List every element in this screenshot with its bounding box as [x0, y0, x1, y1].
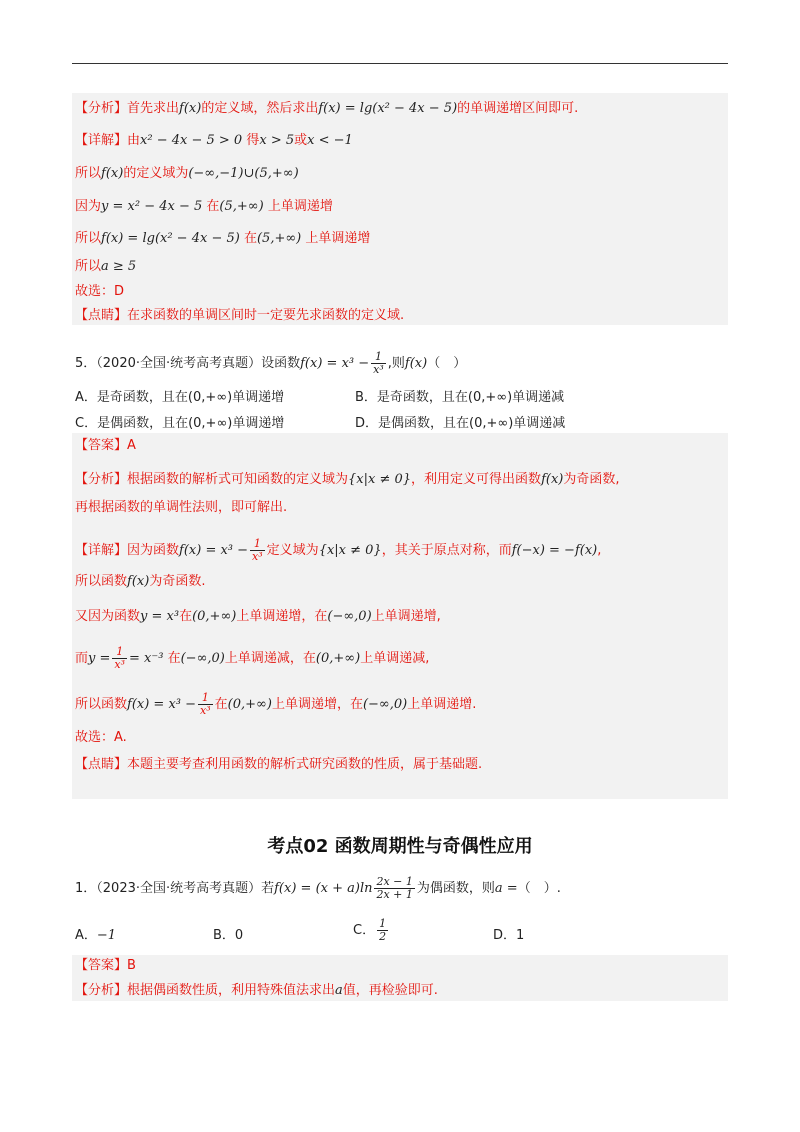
analysis-tag: 【分析】 — [75, 472, 128, 487]
option-label: A． — [75, 928, 97, 943]
text: 1．（2023·全国·统考高考真题）若 — [75, 881, 275, 896]
text: 上单调递增, — [371, 609, 441, 624]
frac-num: 1 — [250, 538, 265, 551]
text: 在 — [167, 651, 181, 666]
option-a — [75, 924, 116, 943]
math-expr: (5,+∞) — [219, 199, 264, 214]
domain-line — [75, 164, 299, 184]
text: 在 — [206, 199, 220, 214]
header-rule — [72, 63, 728, 64]
answer-line — [75, 436, 136, 456]
text: 又因为函数 — [75, 609, 141, 624]
math-expr: f(x) — [127, 574, 150, 589]
monotone-line-3 — [75, 692, 476, 717]
text: 5．（2020·全国·统考高考真题）设函数 — [75, 356, 301, 371]
text: 为奇函数. — [149, 574, 206, 589]
frac-num: 1 — [112, 646, 127, 659]
text: 上单调递增，在 — [236, 609, 328, 624]
text: （ ） — [427, 356, 467, 371]
math-expr: (0,+∞) — [227, 697, 272, 712]
comment-line — [75, 306, 404, 326]
option-d — [493, 924, 524, 943]
conclusion-line — [75, 257, 136, 277]
comment-line — [75, 755, 482, 775]
math-expr: a ≥ 5 — [101, 259, 137, 274]
option-b — [213, 924, 243, 943]
fraction — [112, 646, 127, 671]
option-label: C． — [353, 923, 376, 938]
math-expr: f(x) — [541, 472, 564, 487]
answer-line — [75, 956, 136, 976]
detail-line — [75, 538, 601, 563]
text: 的定义域为 — [123, 166, 189, 181]
math-expr: y = x² − 4x − 5 — [101, 199, 203, 214]
option-c — [353, 918, 390, 943]
math-expr: (−∞,0) — [180, 651, 225, 666]
odd-line — [75, 572, 205, 592]
answer-text: 【答案】B — [75, 958, 136, 973]
option-label: B． — [213, 928, 235, 943]
text: 因为 — [75, 199, 102, 214]
text: 的定义域，然后求出 — [201, 101, 319, 116]
text: 上单调递增，在 — [271, 697, 363, 712]
text: 为偶函数，则 — [416, 881, 495, 896]
text: 所以 — [75, 231, 102, 246]
text: ，其关于原点对称，而 — [381, 543, 512, 558]
text: 或 — [294, 133, 308, 148]
text: 所以函数 — [75, 574, 128, 589]
detail-tag: 【详解】 — [75, 133, 128, 148]
question-5-stem — [75, 351, 466, 376]
choice-text: 故选：D — [75, 284, 125, 299]
choice-line — [75, 728, 127, 748]
comment-tag: 【点睛】 — [75, 308, 128, 323]
text: 上单调递增 — [267, 199, 333, 214]
fraction — [250, 538, 265, 563]
text: （ ）. — [517, 881, 561, 896]
math-expr: f(x) — [101, 166, 124, 181]
frac-den: x³ — [114, 658, 126, 671]
math-expr: (−∞,0) — [362, 697, 408, 712]
text: 在 — [243, 231, 257, 246]
text: 根据偶函数性质，利用特殊值法求出 — [127, 983, 336, 998]
text: 为奇函数, — [563, 472, 620, 487]
option-d: D．是偶函数，且在(0,+∞)单调递减 — [355, 416, 566, 431]
math-expr: {x|x ≠ 0} — [348, 472, 412, 487]
math-expr: f(x) = lg(x² − 4x − 5) — [101, 231, 240, 246]
fraction — [377, 918, 388, 943]
text: 上单调递增. — [407, 697, 477, 712]
math-expr: a = — [494, 881, 518, 896]
text: 根据函数的解析式可知函数的定义域为 — [127, 472, 349, 487]
comment-tag: 【点睛】 — [75, 757, 128, 772]
text: 再根据函数的单调性法则，即可解出. — [75, 500, 288, 515]
math-expr: a — [335, 983, 343, 998]
math-expr: x > 5 — [259, 133, 295, 148]
frac-den: x³ — [373, 363, 384, 376]
analysis-tag: 【分析】 — [75, 983, 128, 998]
text: 上单调递减，在 — [224, 651, 316, 666]
math-expr: f(x) = (x + a)ln — [274, 881, 373, 896]
text: 在 — [214, 697, 228, 712]
text: 因为函数 — [127, 543, 180, 558]
text: 所以函数 — [75, 697, 128, 712]
math-expr: x < −1 — [307, 133, 353, 148]
option-value: −1 — [96, 928, 117, 943]
text: 得 — [246, 133, 260, 148]
option-value: 1 — [516, 928, 525, 943]
comment-text: 本题主要考查利用函数的解析式研究函数的性质，属于基础题. — [127, 757, 483, 772]
option-value: 0 — [234, 928, 244, 943]
text: 首先求出 — [127, 101, 180, 116]
math-expr: x² − 4x − 5 > 0 — [140, 133, 243, 148]
math-expr: (0,+∞) — [192, 609, 237, 624]
fraction — [371, 351, 386, 376]
option-a: A．是奇函数，且在(0,+∞)单调递增 — [75, 390, 285, 405]
frac-num: 2x − 1 — [376, 875, 413, 888]
text: 定义域为 — [266, 543, 319, 558]
math-expr: f(x) — [404, 356, 428, 371]
math-expr: (−∞,0) — [327, 609, 372, 624]
text: 上单调递增 — [305, 231, 371, 246]
option-c: C．是偶函数，且在(0,+∞)单调递增 — [75, 416, 285, 431]
text: 值，再检验即可. — [342, 983, 438, 998]
frac-num: 1 — [198, 692, 213, 705]
frac-den: 2x + 1 — [376, 888, 413, 901]
text: ，利用定义可得出函数 — [411, 472, 542, 487]
frac-den: 2 — [379, 930, 387, 943]
question-1-stem — [75, 876, 561, 901]
answer-text: 【答案】A — [75, 438, 136, 453]
frac-num: 1 — [379, 917, 387, 930]
text: ,则 — [387, 356, 405, 371]
choice-line — [75, 282, 124, 302]
analysis-line — [75, 470, 620, 490]
text: 所以 — [75, 259, 102, 274]
math-expr: (−∞,−1)∪(5,+∞) — [188, 166, 299, 181]
math-expr: (0,+∞) — [315, 651, 361, 666]
detail-tag: 【详解】 — [75, 543, 128, 558]
comment-text: 在求函数的单调区间时一定要先求函数的定义域. — [127, 308, 405, 323]
math-expr: y = x³ — [140, 609, 180, 624]
text: 所以 — [75, 166, 102, 181]
math-expr: f(x) — [179, 101, 202, 116]
option-b: B．是奇函数，且在(0,+∞)单调递减 — [355, 390, 565, 405]
section-title: 考点02 函数周期性与奇偶性应用 — [267, 836, 533, 857]
math-expr: f(−x) = −f(x) — [511, 543, 598, 558]
math-expr: y = — [88, 651, 111, 666]
math-expr: {x|x ≠ 0} — [318, 543, 382, 558]
monotone-line-1 — [75, 197, 333, 217]
analysis-line — [75, 981, 438, 1001]
frac-num: 1 — [371, 351, 386, 364]
math-expr: f(x) = x³ − — [179, 543, 249, 558]
monotone-line-2 — [75, 646, 429, 671]
text: 而 — [75, 651, 89, 666]
detail-line — [75, 131, 353, 151]
math-expr: f(x) = x³ − — [300, 356, 370, 371]
fraction — [198, 692, 213, 717]
fraction — [374, 876, 414, 901]
text: , — [597, 543, 602, 558]
frac-den: x³ — [252, 550, 263, 563]
text: 上单调递减, — [360, 651, 430, 666]
math-expr: f(x) = lg(x² − 4x − 5) — [318, 101, 458, 116]
monotone-line-2 — [75, 229, 370, 249]
frac-den: x³ — [200, 704, 211, 717]
analysis-tag: 【分析】 — [75, 101, 128, 116]
analysis-cont-line — [75, 498, 287, 518]
choice-text: 故选：A. — [75, 730, 127, 745]
text: 在 — [179, 609, 193, 624]
option-label: D． — [493, 928, 517, 943]
analysis-line — [75, 99, 578, 119]
monotone-line-1 — [75, 607, 441, 627]
math-expr: f(x) = x³ − — [127, 697, 197, 712]
text: 由 — [127, 133, 141, 148]
text: 的单调递增区间即可. — [457, 101, 579, 116]
math-expr: (5,+∞) — [256, 231, 302, 246]
math-expr: = x⁻³ — [129, 651, 164, 666]
